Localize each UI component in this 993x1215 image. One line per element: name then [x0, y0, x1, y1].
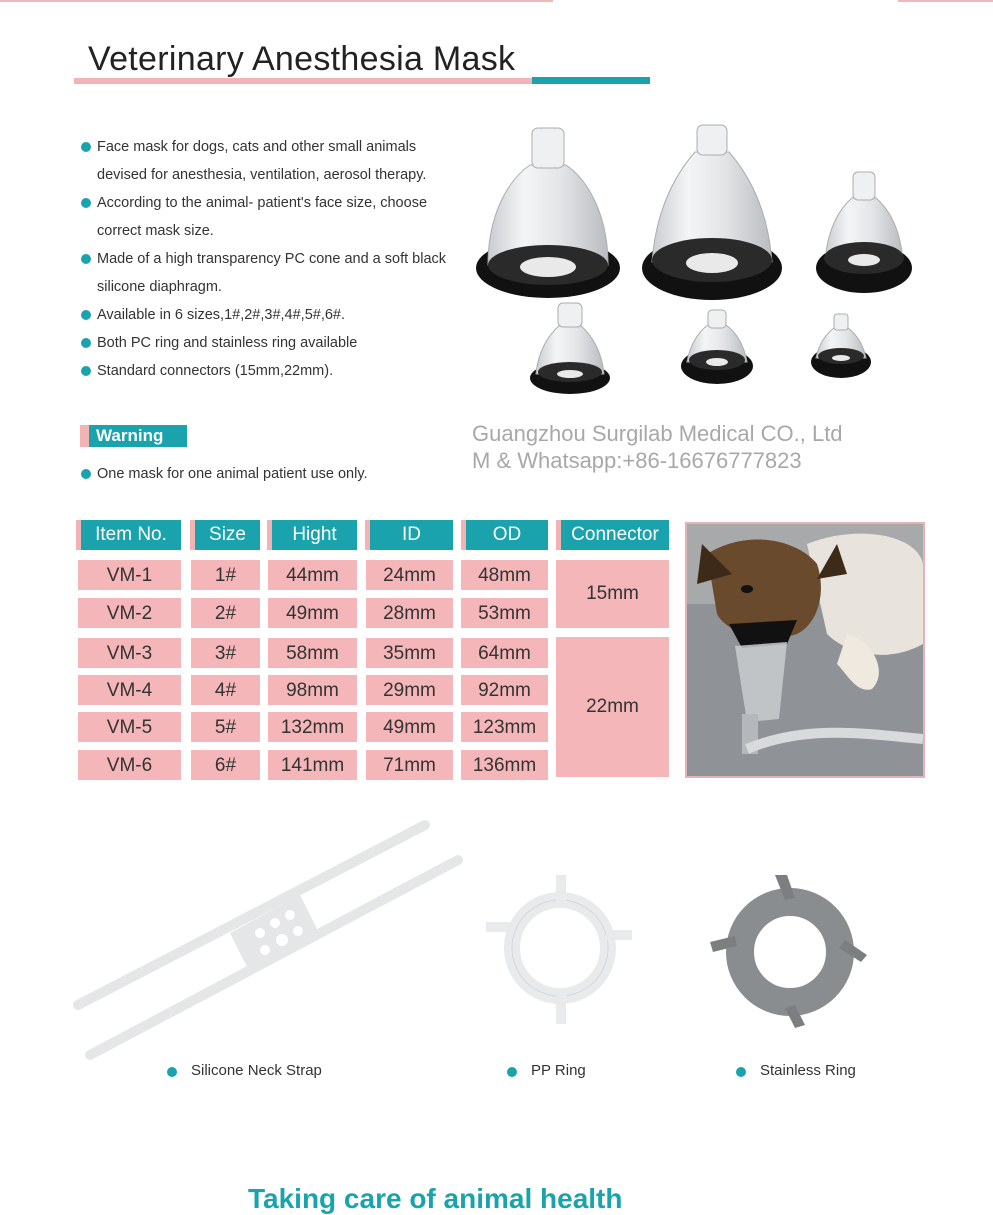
table-header: Hight: [272, 520, 357, 550]
table-cell: 123mm: [461, 712, 548, 742]
stainless-ring-image: [705, 870, 875, 1030]
connector-cell: 15mm: [556, 560, 669, 628]
footer-tagline: Taking care of animal health: [248, 1183, 623, 1214]
table-cell: 28mm: [366, 598, 453, 628]
table-cell: 44mm: [268, 560, 357, 590]
company-name: Guangzhou Surgilab Medical CO., Ltd: [472, 421, 843, 446]
connector-cell: 22mm: [556, 637, 669, 777]
table-cell: 24mm: [366, 560, 453, 590]
table-header: ID: [370, 520, 453, 550]
table-cell: VM-1: [78, 560, 181, 590]
top-accent-line-left: [0, 0, 553, 2]
table-cell: 64mm: [461, 638, 548, 668]
dog-with-mask-photo: [685, 522, 925, 778]
silicone-neck-strap-image: [70, 815, 470, 1065]
warning-note: One mask for one animal patient use only.: [80, 460, 470, 488]
table-cell: VM-2: [78, 598, 181, 628]
table-cell: 92mm: [461, 675, 548, 705]
table-cell: 136mm: [461, 750, 548, 780]
mask-large: [476, 128, 620, 298]
table-cell: 3#: [191, 638, 260, 668]
table-cell: 98mm: [268, 675, 357, 705]
table-cell: 49mm: [268, 598, 357, 628]
table-cell: 58mm: [268, 638, 357, 668]
feature-item: Both PC ring and stainless ring available: [80, 329, 470, 357]
table-header: Connector: [561, 520, 669, 550]
table-cell: 141mm: [268, 750, 357, 780]
warning-list: [80, 460, 470, 488]
table-header: Item No.: [81, 520, 181, 550]
table-cell: 29mm: [366, 675, 453, 705]
mask-extra-small: [681, 310, 753, 384]
mask-small: [530, 303, 610, 394]
feature-item: Made of a high transparency PC cone and a soft black silicone diaphragm.: [80, 245, 470, 301]
table-cell: 48mm: [461, 560, 548, 590]
table-cell: 4#: [191, 675, 260, 705]
anesthesia-mask-product-photo: [470, 120, 920, 405]
feature-item: According to the animal- patient's face size, choose correct mask size.: [80, 189, 470, 245]
accessory-label: PP Ring: [507, 1062, 586, 1079]
table-cell: 5#: [191, 712, 260, 742]
pp-ring-image: [478, 870, 638, 1030]
table-cell: VM-3: [78, 638, 181, 668]
table-cell: 35mm: [366, 638, 453, 668]
feature-item: Available in 6 sizes,1#,2#,3#,4#,5#,6#.: [80, 301, 470, 329]
table-cell: 53mm: [461, 598, 548, 628]
page-title: Veterinary Anesthesia Mask: [88, 40, 516, 78]
warning-tab-accent: [80, 425, 89, 447]
table-header: OD: [466, 520, 548, 550]
company-contact: M & Whatsapp:+86-16676777823: [472, 448, 802, 473]
warning-label: Warning: [89, 425, 187, 447]
table-cell: VM-6: [78, 750, 181, 780]
table-cell: 132mm: [268, 712, 357, 742]
table-cell: 1#: [191, 560, 260, 590]
table-cell: 2#: [191, 598, 260, 628]
title-underline-pink: [74, 78, 532, 84]
feature-item: Face mask for dogs, cats and other small animals devised for anesthesia, ventilation, aerosol therapy.: [80, 133, 470, 189]
table-cell: 49mm: [366, 712, 453, 742]
feature-item: Standard connectors (15mm,22mm).: [80, 357, 470, 385]
mask-medium: [816, 172, 912, 293]
accessory-label: Stainless Ring: [736, 1062, 856, 1079]
table-cell: VM-5: [78, 712, 181, 742]
mask-tiny: [811, 314, 871, 378]
table-header: Size: [195, 520, 260, 550]
dog-photo-illustration: [687, 524, 923, 776]
mask-medium-large: [642, 125, 782, 300]
table-cell: 71mm: [366, 750, 453, 780]
feature-list: [80, 133, 470, 385]
company-info: [472, 420, 843, 474]
table-cell: 6#: [191, 750, 260, 780]
title-underline-teal: [532, 77, 650, 84]
table-cell: VM-4: [78, 675, 181, 705]
accessory-label: Silicone Neck Strap: [167, 1062, 322, 1079]
top-accent-line-right: [898, 0, 993, 2]
